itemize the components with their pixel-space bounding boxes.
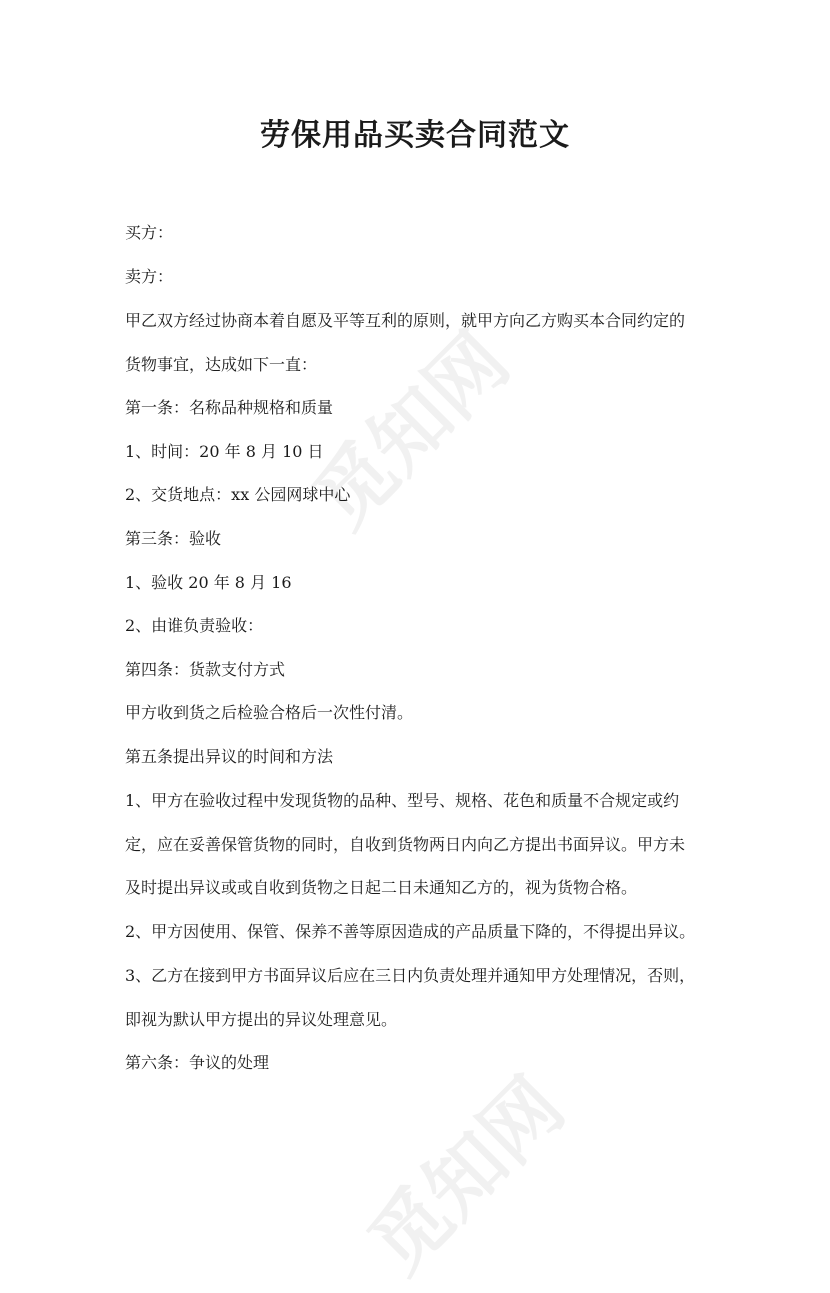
paragraph-line: 1、甲方在验收过程中发现货物的品种、型号、规格、花色和质量不合规定或约: [125, 791, 680, 810]
section-heading: 第一条：名称品种规格和质量: [125, 398, 334, 417]
seller-line: 卖方：: [125, 267, 174, 286]
list-item: 1、验收 20 年 8 月 16: [125, 573, 292, 592]
paragraph-line: 甲方收到货之后检验合格后一次性付清。: [125, 703, 414, 722]
paragraph-line: 2、甲方因使用、保管、保养不善等原因造成的产品质量下降的，不得提出异议。: [125, 922, 696, 941]
watermark: 觅知网: [352, 1061, 582, 1291]
document-title: 劳保用品买卖合同范文: [260, 118, 570, 153]
paragraph-line: 3、乙方在接到甲方书面异议后应在三日内负责处理并通知甲方处理情况，否则，: [125, 966, 696, 985]
watermark: 觅知网: [297, 316, 527, 546]
paragraph-line: 定，应在妥善保管货物的同时，自收到货物两日内向乙方提出书面异议。甲方未: [125, 835, 686, 854]
section-heading: 第四条：货款支付方式: [125, 660, 286, 679]
paragraph-line: 甲乙双方经过协商本着自愿及平等互利的原则，就甲方向乙方购买本合同约定的: [125, 311, 686, 330]
paragraph-line: 货物事宜，达成如下一直：: [125, 355, 318, 374]
paragraph-line: 及时提出异议或或自收到货物之日起二日未通知乙方的，视为货物合格。: [125, 878, 638, 897]
buyer-line: 买方：: [125, 223, 174, 242]
section-heading: 第五条提出异议的时间和方法: [125, 747, 334, 766]
paragraph-line: 即视为默认甲方提出的异议处理意见。: [125, 1010, 398, 1029]
list-item: 2、交货地点：xx 公园网球中心: [125, 485, 351, 504]
section-heading: 第三条：验收: [125, 529, 222, 548]
list-item: 2、由谁负责验收：: [125, 616, 264, 635]
list-item: 1、时间：20 年 8 月 10 日: [125, 442, 324, 461]
section-heading: 第六条：争议的处理: [125, 1053, 270, 1072]
